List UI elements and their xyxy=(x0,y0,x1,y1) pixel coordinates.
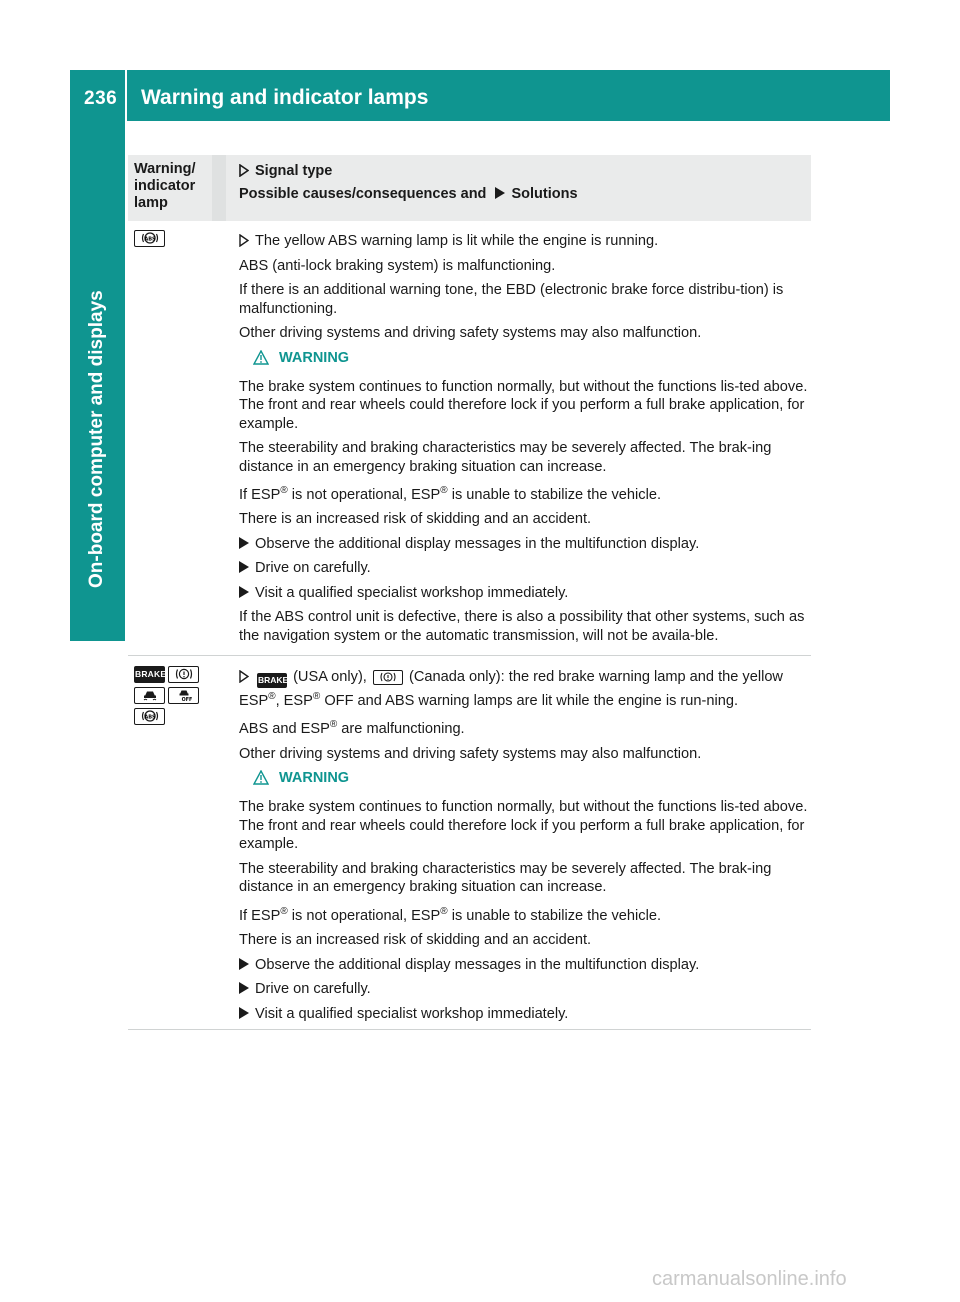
warning-text: The steerability and braking characteristics may be severely affected. The brak-ing distance in an emergency braking situation can increase. xyxy=(239,860,772,896)
solution-step: Observe the additional display messages in the multifunction display. xyxy=(239,535,811,554)
brake-lamp-icon: BRAKE xyxy=(257,673,287,688)
warning-label: WARNING xyxy=(279,770,350,787)
warning-triangle-icon xyxy=(253,350,269,365)
cause-text: Other driving systems and driving safety systems may also malfunction. xyxy=(239,325,702,341)
solution-arrow-icon xyxy=(239,958,249,970)
cause-text: If the ABS control unit is defective, there is also a possibility that other systems, such as the navigation system or the automatic transmission, will not be availa-ble. xyxy=(239,609,805,644)
row-content xyxy=(239,668,811,1029)
warning-text: The brake system continues to function normally, but without the functions lis-ted above. The front and rear wheels could therefore lock if you perform a full brake application, for example. xyxy=(239,799,808,853)
abs-lamp-icon xyxy=(134,708,165,725)
warning-text: The brake system continues to function normally, but without the functions lis-ted above. The front and rear wheels could therefore lock if you perform a full brake application, for example. xyxy=(239,378,808,432)
solution-step: Visit a qualified specialist workshop immediately. xyxy=(239,1005,811,1024)
cause-text: Other driving systems and driving safety systems may also malfunction. xyxy=(239,745,702,762)
lamp-cell xyxy=(134,666,204,729)
row-divider xyxy=(128,655,811,656)
signal-line: BRAKE (USA only), (Canada only): the red brake warning lamp and the yellow ESP®, ESP® OFF and ABS warning lamps are lit while the engine is run-ning. xyxy=(239,669,783,709)
solution-step: Drive on carefully. xyxy=(239,980,811,999)
svg-text:OFF: OFF xyxy=(181,698,192,702)
table-header xyxy=(128,155,811,221)
warning-text: If ESP® is not operational, ESP® is unable to stabilize the vehicle. xyxy=(239,485,661,503)
signal-line xyxy=(239,232,811,251)
column-header-lamp: Warning/ indicator lamp xyxy=(134,161,196,211)
column-header-signal xyxy=(239,163,578,209)
lamp-cell xyxy=(134,230,168,251)
solution-step: Drive on carefully. xyxy=(239,559,811,578)
warning-text: The steerability and braking characteristics may be severely affected. The brak-ing distance in an emergency braking situation can increase. xyxy=(239,440,772,475)
warning-text: There is an increased risk of skidding and an accident. xyxy=(239,932,592,949)
solutions-label: Solutions xyxy=(511,186,578,202)
warning-text: If ESP® is not operational, ESP® is unable to stabilize the vehicle. xyxy=(239,905,661,924)
solution-arrow-icon xyxy=(239,561,249,573)
side-tab-label: On-board computer and displays xyxy=(86,290,107,588)
warning-heading xyxy=(239,769,811,788)
esp-lamp-icon xyxy=(134,687,165,704)
warning-label: WARNING xyxy=(279,349,350,366)
signal-triangle-icon xyxy=(239,670,249,683)
page-number: 236 xyxy=(84,88,118,109)
solution-arrow-icon xyxy=(239,537,249,549)
warning-triangle-icon xyxy=(253,770,269,785)
warning-heading xyxy=(239,349,811,368)
cause-text: If there is an additional warning tone, the EBD (electronic brake force distribu-tion) is malfunctioning. xyxy=(239,282,784,317)
causes-label: Possible causes/consequences and xyxy=(239,186,487,202)
watermark: carmanualsonline.info xyxy=(652,1268,847,1290)
cause-text: ABS (anti-lock braking system) is malfunctioning. xyxy=(239,257,556,274)
row-content xyxy=(239,232,811,651)
solution-arrow-icon xyxy=(239,982,249,994)
signal-triangle-icon xyxy=(239,234,249,247)
svg-text:ABS: ABS xyxy=(143,236,156,243)
header-divider xyxy=(125,70,127,121)
brake-canada-lamp-icon xyxy=(373,670,403,685)
esp-off-lamp-icon xyxy=(168,687,199,704)
signal-triangle-icon xyxy=(239,164,249,177)
cause-text: ABS and ESP® are malfunctioning. xyxy=(239,719,465,738)
solution-step: Observe the additional display messages in the multifunction display. xyxy=(239,956,811,975)
brake-lamp-icon: BRAKE xyxy=(134,666,165,683)
abs-lamp-icon xyxy=(134,230,165,247)
signal-text: The yellow ABS warning lamp is lit while the engine is running. xyxy=(255,233,659,249)
solution-step: Visit a qualified specialist workshop immediately. xyxy=(239,584,811,603)
header-separator xyxy=(212,155,226,221)
solution-arrow-icon xyxy=(239,586,249,598)
svg-text:ABS: ABS xyxy=(143,714,156,721)
brake-canada-lamp-icon xyxy=(168,666,199,683)
solution-arrow-icon xyxy=(495,187,505,199)
solution-arrow-icon xyxy=(239,1007,249,1019)
warning-text: There is an increased risk of skidding and an accident. xyxy=(239,511,592,528)
row-divider xyxy=(128,1029,811,1030)
signal-type-label: Signal type xyxy=(255,163,333,179)
section-title: Warning and indicator lamps xyxy=(141,86,429,109)
